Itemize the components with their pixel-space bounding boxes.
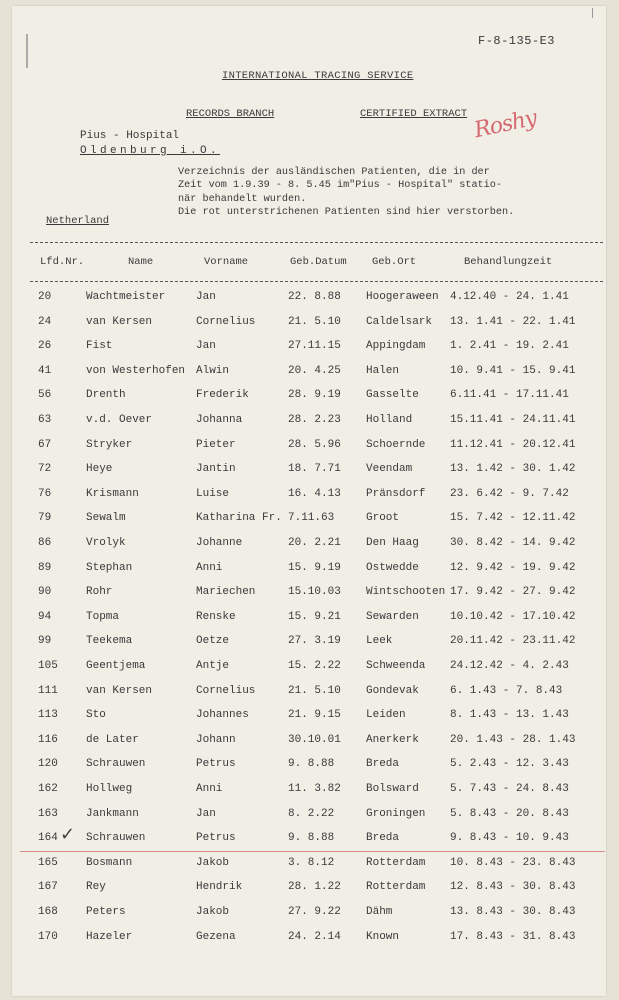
row-nr: 63 [38, 414, 52, 426]
row-name: van Kersen [86, 315, 153, 328]
table-row [0, 291, 619, 309]
row-treatment-period: 15. 7.42 - 12.11.42 [450, 512, 576, 525]
row-birth-date: 15. 2.22 [288, 660, 341, 672]
table-row [0, 758, 619, 776]
row-treatment-period: 12. 9.42 - 19. 9.42 [450, 561, 576, 574]
table-row [0, 463, 619, 481]
row-name: Sto [86, 709, 106, 722]
header-geb-datum: Geb.Datum [290, 256, 347, 268]
intro-paragraph: Verzeichnis der ausländischen Patienten, die in der Zeit vom 1.9.39 - 8. 5.45 im"Pius - Hospital" statio- när behandelt wurden. Die rot unterstrichenen Patienten sind hier verstorben. [178, 167, 515, 218]
row-birth-date: 9. 8.88 [288, 758, 335, 771]
header-nr: Lfd.Nr. [40, 256, 85, 268]
table-row [0, 611, 619, 629]
row-name: Fist [86, 340, 113, 353]
row-treatment-period: 11.12.41 - 20.12.41 [450, 438, 576, 451]
row-treatment-period: 24.12.42 - 4. 2.43 [450, 660, 569, 672]
table-row [0, 316, 619, 334]
row-vorname: Luise [196, 487, 230, 500]
row-name: Stryker [86, 438, 133, 451]
row-birth-place: Ostwedde [366, 561, 419, 574]
row-birth-date: 15.10.03 [288, 586, 341, 599]
table-row [0, 931, 619, 949]
table-row [0, 340, 619, 358]
row-vorname: Hendrik [196, 881, 243, 894]
handwritten-signature: Roshy [472, 105, 539, 144]
red-underline [20, 851, 605, 852]
row-vorname: Renske [196, 610, 236, 623]
row-name: Drenth [86, 389, 126, 402]
row-nr: 168 [38, 906, 58, 918]
row-name: Sewalm [86, 512, 126, 525]
row-vorname: Cornelius [196, 684, 256, 697]
header-behandlung: Behandlungzeit [464, 256, 553, 268]
row-nr: 116 [38, 733, 58, 746]
row-birth-place: Gondevak [366, 684, 419, 697]
row-name: Bosmann [86, 856, 133, 869]
table-row [0, 906, 619, 924]
table-top-rule [30, 242, 603, 243]
row-treatment-period: 12. 8.43 - 30. 8.43 [450, 881, 576, 894]
row-birth-place: Holland [366, 414, 413, 426]
row-birth-place: Halen [366, 364, 400, 377]
row-treatment-period: 17. 8.43 - 31. 8.43 [450, 930, 576, 943]
country-heading: Netherland [46, 215, 110, 227]
row-birth-date: 15. 9.19 [288, 561, 341, 574]
row-treatment-period: 4.12.40 - 24. 1.41 [450, 291, 569, 303]
row-vorname: Frederik [196, 389, 249, 402]
row-name: Peters [86, 906, 126, 918]
header-vorname: Vorname [204, 256, 249, 268]
row-vorname: Mariechen [196, 586, 256, 599]
table-row [0, 881, 619, 899]
table-row [0, 389, 619, 407]
table-row [0, 783, 619, 801]
row-name: Vrolyk [86, 537, 126, 549]
row-birth-place: Rotterdam [366, 881, 426, 894]
row-birth-place: Groningen [366, 807, 426, 820]
table-row [0, 414, 619, 432]
table-row [0, 586, 619, 604]
row-nr: 105 [38, 660, 58, 672]
row-name: von Westerhofen [86, 364, 186, 377]
row-birth-date: 27. 3.19 [288, 635, 341, 648]
row-nr: 113 [38, 709, 58, 722]
row-birth-place: Caldelsark [366, 315, 433, 328]
row-name: Wachtmeister [86, 291, 166, 303]
row-vorname: Pieter [196, 438, 236, 451]
row-birth-date: 28. 9.19 [288, 389, 341, 402]
row-name: Geentjema [86, 660, 146, 672]
row-birth-place: Leiden [366, 709, 406, 722]
table-row [0, 808, 619, 826]
row-vorname: Katharina Fr. [196, 512, 282, 525]
row-vorname: Johannes [196, 709, 249, 722]
row-nr: 72 [38, 463, 52, 476]
row-birth-date: 20. 2.21 [288, 537, 341, 549]
row-birth-place: Den Haag [366, 537, 419, 549]
row-name: Rey [86, 881, 106, 894]
row-birth-date: 28. 2.23 [288, 414, 341, 426]
row-birth-place: Gasselte [366, 389, 419, 402]
row-nr: 67 [38, 438, 52, 451]
row-nr: 76 [38, 487, 52, 500]
row-vorname: Petrus [196, 758, 236, 771]
row-birth-place: Leek [366, 635, 393, 648]
reference-number: F-8-135-E3 [478, 34, 556, 48]
row-name: v.d. Oever [86, 414, 153, 426]
row-birth-place: Veendam [366, 463, 413, 476]
row-vorname: Antje [196, 660, 230, 672]
row-vorname: Johanne [196, 537, 243, 549]
row-name: Topma [86, 610, 120, 623]
row-name: de Later [86, 733, 139, 746]
row-birth-date: 9. 8.88 [288, 832, 335, 845]
row-birth-date: 18. 7.71 [288, 463, 341, 476]
row-nr: 86 [38, 537, 52, 549]
row-treatment-period: 5. 8.43 - 20. 8.43 [450, 807, 569, 820]
row-name: Hazeler [86, 930, 133, 943]
row-treatment-period: 10. 9.41 - 15. 9.41 [450, 364, 576, 377]
row-name: Rohr [86, 586, 113, 599]
row-name: Krismann [86, 487, 139, 500]
row-treatment-period: 23. 6.42 - 9. 7.42 [450, 487, 569, 500]
row-birth-place: Bolsward [366, 783, 419, 795]
row-vorname: Jan [196, 807, 216, 820]
certified-extract-label: CERTIFIED EXTRACT [360, 108, 468, 120]
table-row [0, 685, 619, 703]
table-header-rule [30, 281, 603, 282]
row-birth-date: 21. 5.10 [288, 315, 341, 328]
row-treatment-period: 13. 1.41 - 22. 1.41 [450, 315, 576, 328]
row-birth-place: Schweenda [366, 660, 426, 672]
table-row [0, 439, 619, 457]
table-row [0, 562, 619, 580]
header-geb-ort: Geb.Ort [372, 256, 417, 268]
row-name: Hollweg [86, 783, 133, 795]
hospital-city: Oldenburg i.O. [80, 145, 221, 157]
margin-mark [26, 34, 28, 68]
row-birth-date: 24. 2.14 [288, 930, 341, 943]
row-birth-place: Rotterdam [366, 856, 426, 869]
row-birth-place: Schoernde [366, 438, 426, 451]
row-birth-date: 21. 5.10 [288, 684, 341, 697]
row-vorname: Jakob [196, 856, 230, 869]
row-birth-date: 3. 8.12 [288, 856, 335, 869]
row-treatment-period: 10. 8.43 - 23. 8.43 [450, 856, 576, 869]
row-nr: 24 [38, 315, 52, 328]
row-treatment-period: 10.10.42 - 17.10.42 [450, 610, 576, 623]
org-title: INTERNATIONAL TRACING SERVICE [222, 70, 414, 82]
row-birth-date: 21. 9.15 [288, 709, 341, 722]
table-row [0, 857, 619, 875]
row-nr: 26 [38, 340, 52, 353]
row-vorname: Cornelius [196, 315, 256, 328]
row-nr: 79 [38, 512, 52, 525]
row-nr: 170 [38, 930, 58, 943]
row-nr: 120 [38, 758, 58, 771]
row-birth-date: 7.11.63 [288, 512, 335, 525]
row-nr: 41 [38, 364, 52, 377]
table-row [0, 660, 619, 678]
row-treatment-period: 17. 9.42 - 27. 9.42 [450, 586, 576, 599]
row-vorname: Gezena [196, 930, 236, 943]
row-birth-date: 27. 9.22 [288, 906, 341, 918]
table-row [0, 709, 619, 727]
row-name: Stephan [86, 561, 133, 574]
row-birth-place: Wintschooten [366, 586, 446, 599]
row-treatment-period: 30. 8.42 - 14. 9.42 [450, 537, 576, 549]
row-nr: 167 [38, 881, 58, 894]
table-row [0, 734, 619, 752]
table-row [0, 832, 619, 850]
row-treatment-period: 8. 1.43 - 13. 1.43 [450, 709, 569, 722]
row-treatment-period: 5. 2.43 - 12. 3.43 [450, 758, 569, 771]
row-nr: 99 [38, 635, 52, 648]
row-birth-place: Anerkerk [366, 733, 419, 746]
row-name: Jankmann [86, 807, 139, 820]
row-vorname: Johann [196, 733, 236, 746]
branch-label: RECORDS BRANCH [186, 108, 275, 120]
row-name: Schrauwen [86, 758, 146, 771]
row-vorname: Jakob [196, 906, 230, 918]
row-vorname: Petrus [196, 832, 236, 845]
row-birth-place: Breda [366, 832, 400, 845]
corner-mark [592, 8, 601, 18]
table-row [0, 365, 619, 383]
row-birth-place: Appingdam [366, 340, 426, 353]
row-treatment-period: 20.11.42 - 23.11.42 [450, 635, 576, 648]
row-birth-date: 22. 8.88 [288, 291, 341, 303]
row-nr: 90 [38, 586, 52, 599]
row-vorname: Anni [196, 783, 223, 795]
row-nr: 164 [38, 832, 58, 845]
row-birth-date: 8. 2.22 [288, 807, 335, 820]
row-birth-date: 28. 5.96 [288, 438, 341, 451]
row-treatment-period: 13. 1.42 - 30. 1.42 [450, 463, 576, 476]
row-birth-place: Breda [366, 758, 400, 771]
row-treatment-period: 15.11.41 - 24.11.41 [450, 414, 576, 426]
row-name: Schrauwen [86, 832, 146, 845]
row-birth-date: 11. 3.82 [288, 783, 341, 795]
row-birth-date: 28. 1.22 [288, 881, 341, 894]
row-birth-date: 15. 9.21 [288, 610, 341, 623]
row-treatment-period: 13. 8.43 - 30. 8.43 [450, 906, 576, 918]
row-birth-place: Hoogeraween [366, 291, 439, 303]
row-vorname: Jantin [196, 463, 236, 476]
row-treatment-period: 5. 7.43 - 24. 8.43 [450, 783, 569, 795]
row-birth-place: Dähm [366, 906, 393, 918]
row-vorname: Jan [196, 291, 216, 303]
table-row [0, 537, 619, 555]
hospital-name: Pius - Hospital [80, 130, 180, 142]
row-birth-date: 20. 4.25 [288, 364, 341, 377]
header-name: Name [128, 256, 154, 268]
check-mark-icon: ✓ [60, 824, 76, 845]
row-nr: 162 [38, 783, 58, 795]
row-birth-place: Sewarden [366, 610, 419, 623]
row-birth-date: 27.11.15 [288, 340, 341, 353]
row-nr: 163 [38, 807, 58, 820]
row-treatment-period: 1. 2.41 - 19. 2.41 [450, 340, 569, 353]
row-birth-place: Pränsdorf [366, 487, 426, 500]
row-nr: 165 [38, 856, 58, 869]
row-birth-place: Groot [366, 512, 400, 525]
row-nr: 89 [38, 561, 52, 574]
row-nr: 20 [38, 291, 52, 303]
row-name: Heye [86, 463, 113, 476]
row-name: van Kersen [86, 684, 153, 697]
row-birth-date: 30.10.01 [288, 733, 341, 746]
row-nr: 111 [38, 684, 58, 697]
row-vorname: Oetze [196, 635, 230, 648]
row-treatment-period: 20. 1.43 - 28. 1.43 [450, 733, 576, 746]
row-nr: 94 [38, 610, 52, 623]
table-row [0, 635, 619, 653]
row-name: Teekema [86, 635, 133, 648]
row-birth-place: Known [366, 930, 400, 943]
table-row [0, 488, 619, 506]
table-row [0, 512, 619, 530]
row-vorname: Anni [196, 561, 223, 574]
row-treatment-period: 9. 8.43 - 10. 9.43 [450, 832, 569, 845]
row-treatment-period: 6.11.41 - 17.11.41 [450, 389, 569, 402]
row-vorname: Jan [196, 340, 216, 353]
row-nr: 56 [38, 389, 52, 402]
row-treatment-period: 6. 1.43 - 7. 8.43 [450, 684, 563, 697]
row-birth-date: 16. 4.13 [288, 487, 341, 500]
row-vorname: Alwin [196, 364, 230, 377]
row-vorname: Johanna [196, 414, 243, 426]
